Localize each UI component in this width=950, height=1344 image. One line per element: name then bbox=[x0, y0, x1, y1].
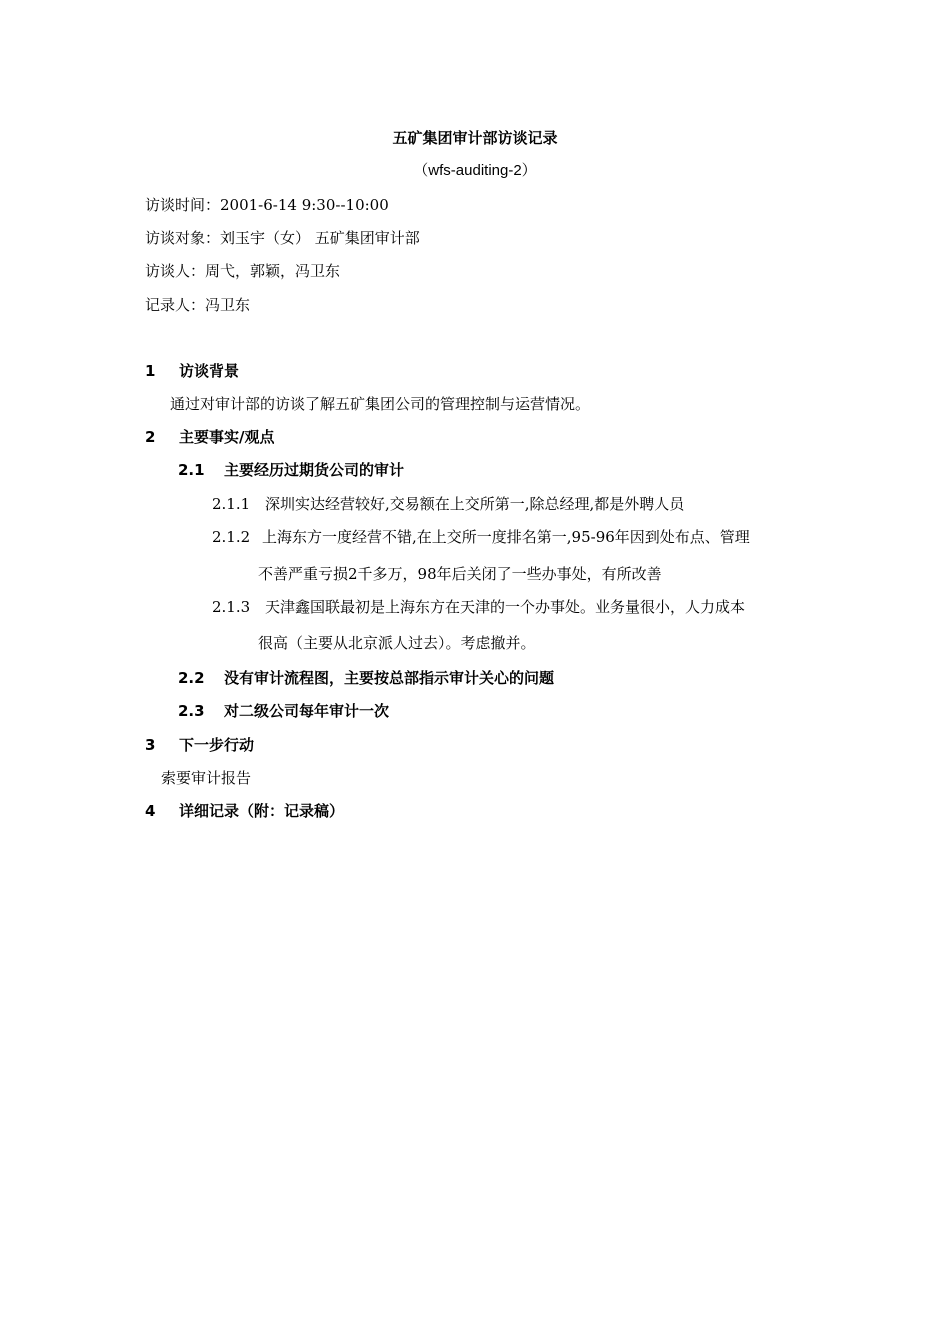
item-2-1-1-text: 深圳实达经营较好,交易额在上交所第一,除总经理,都是外聘人员 bbox=[265, 495, 685, 513]
section-2-3-number: 2.3 bbox=[178, 702, 205, 720]
item-2-1-3-number: 2.1.3 bbox=[212, 598, 251, 616]
section-2-2-title: 没有审计流程图，主要按总部指示审计关心的问题 bbox=[224, 669, 555, 687]
item-2-1-3-text-line1: 天津鑫国联最初是上海东方在天津的一个办事处。业务量很小，人力成本 bbox=[265, 598, 746, 616]
section-4-heading bbox=[145, 801, 344, 821]
section-2-heading bbox=[145, 427, 274, 447]
section-2-3-title: 对二级公司每年审计一次 bbox=[224, 702, 390, 720]
section-1-number: 1 bbox=[145, 362, 156, 380]
section-2-3-heading bbox=[178, 701, 389, 721]
interviewers: 访谈人：周弋，郭颖，冯卫东 bbox=[145, 262, 341, 280]
section-2-2-heading bbox=[178, 668, 554, 688]
section-3-number: 3 bbox=[145, 736, 156, 754]
section-1-body: 通过对审计部的访谈了解五矿集团公司的管理控制与运营情况。 bbox=[170, 395, 591, 413]
item-2-1-2-number: 2.1.2 bbox=[212, 528, 251, 546]
section-1-title: 访谈背景 bbox=[179, 362, 240, 380]
section-3-body: 索要审计报告 bbox=[161, 769, 252, 787]
item-2-1-3-text-line2: 很高（主要从北京派人过去）。考虑撤并。 bbox=[258, 634, 536, 652]
section-1-heading bbox=[145, 361, 239, 381]
item-2-1-2 bbox=[212, 527, 750, 547]
recorder: 记录人：冯卫东 bbox=[145, 296, 251, 314]
section-4-title: 详细记录（附：记录稿） bbox=[179, 802, 345, 820]
document-code: （wfs-auditing-2） bbox=[413, 162, 537, 179]
section-3-heading bbox=[145, 735, 254, 755]
section-2-2-number: 2.2 bbox=[178, 669, 205, 687]
section-3-title: 下一步行动 bbox=[179, 736, 255, 754]
interview-time: 访谈时间：2001-6-14 9:30--10:00 bbox=[145, 196, 389, 214]
item-2-1-1-number: 2.1.1 bbox=[212, 495, 251, 513]
section-2-title: 主要事实/观点 bbox=[179, 428, 275, 446]
interview-subject: 访谈对象：刘玉宇（女） 五矿集团审计部 bbox=[145, 229, 420, 247]
document-title: 五矿集团审计部访谈记录 bbox=[392, 129, 558, 147]
section-2-number: 2 bbox=[145, 428, 156, 446]
item-2-1-3 bbox=[212, 597, 745, 617]
section-2-1-number: 2.1 bbox=[178, 461, 205, 479]
section-4-number: 4 bbox=[145, 802, 156, 820]
item-2-1-1 bbox=[212, 494, 684, 514]
section-2-1-title: 主要经历过期货公司的审计 bbox=[224, 461, 405, 479]
item-2-1-2-text-line1: 上海东方一度经营不错,在上交所一度排名第一,95-96年因到处布点、管理 bbox=[262, 528, 750, 546]
item-2-1-2-text-line2: 不善严重亏损2千多万，98年后关闭了一些办事处，有所改善 bbox=[258, 565, 662, 583]
section-2-1-heading bbox=[178, 460, 404, 480]
